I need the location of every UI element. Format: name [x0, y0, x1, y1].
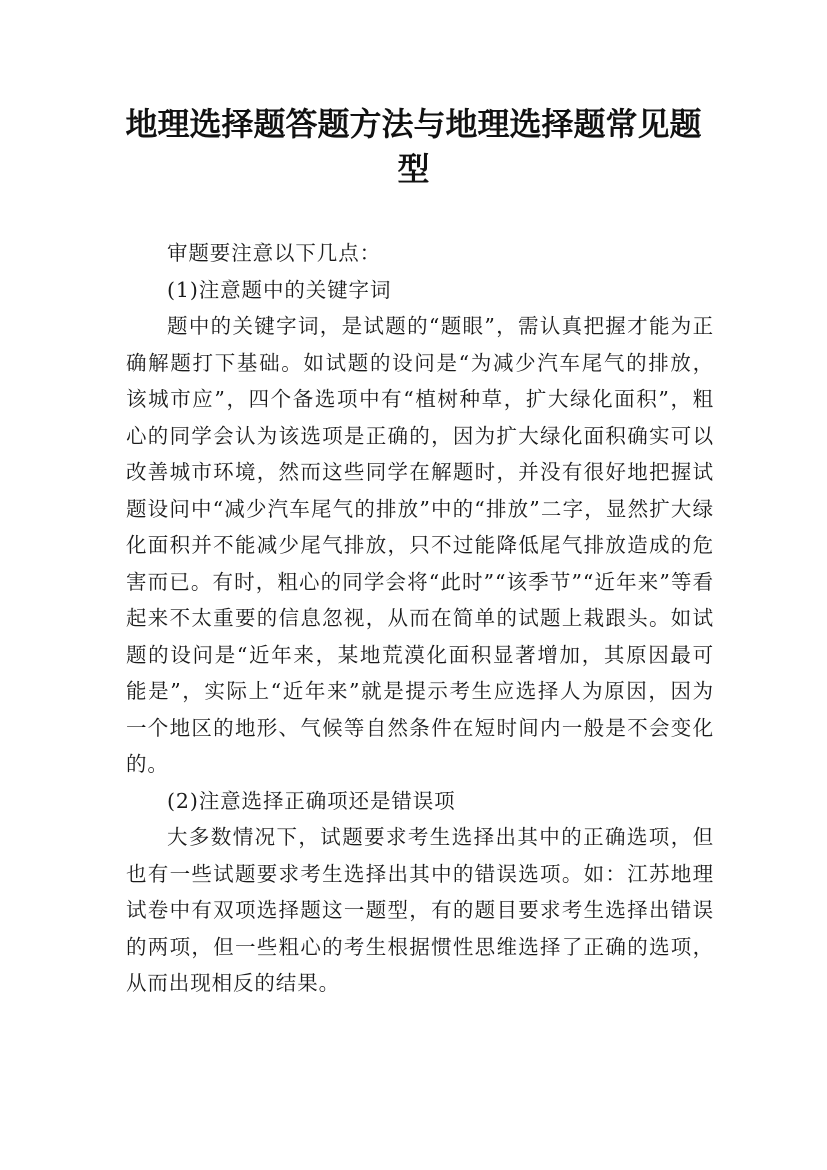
- paragraph-intro: 审题要注意以下几点：: [167, 241, 381, 265]
- section-heading-2: (2)注意选择正确项还是错误项: [167, 788, 456, 813]
- paragraph-keywords: 题中的关键字词，是试题的“题眼”，需认真把握才能为正确解题打下基础。如试题的设问是“为减少汽车尾气的排放，该城市应”，四个备选项中有“植树种草，扩大绿化面积”，粗心的同学会认为该选项是正确的，因为扩大绿化面积确实可以改善城市环境，然而这些同学在解题时，并没有很好地把握试题设问中“减少汽车尾气的排放”中的“排放”二字，显然扩大绿化面积并不能减少尾气排放，只不过能降低尾气排放造成的危害而已。有时，粗心的同学会将“此时”“该季节”“近年来”等看起来不太重要的信息忽视，从而在简单的试题上栽跟头。如试题的设问是“近年来，某地荒漠化面积显著增加，其原因最可能是”，实际上“近年来”就是提示考生应选择人为原因，因为一个地区的地形、气候等自然条件在短时间内一般是不会变化的。: [126, 314, 714, 776]
- paragraph-correct-or-wrong: 大多数情况下，试题要求考生选择出其中的正确选项，但也有一些试题要求考生选择出其中的错误选项。如：江苏地理试卷中有双项选择题这一题型，有的题目要求考生选择出错误的两项，但一些粗心的考生根据惯性思维选择了正确的选项，从而出现相反的结果。: [126, 825, 714, 995]
- document-title: 地理选择题答题方法与地理选择题常见题型: [125, 105, 702, 188]
- section-heading-1: (1)注意题中的关键字词: [167, 277, 392, 302]
- document-body: [126, 235, 714, 1002]
